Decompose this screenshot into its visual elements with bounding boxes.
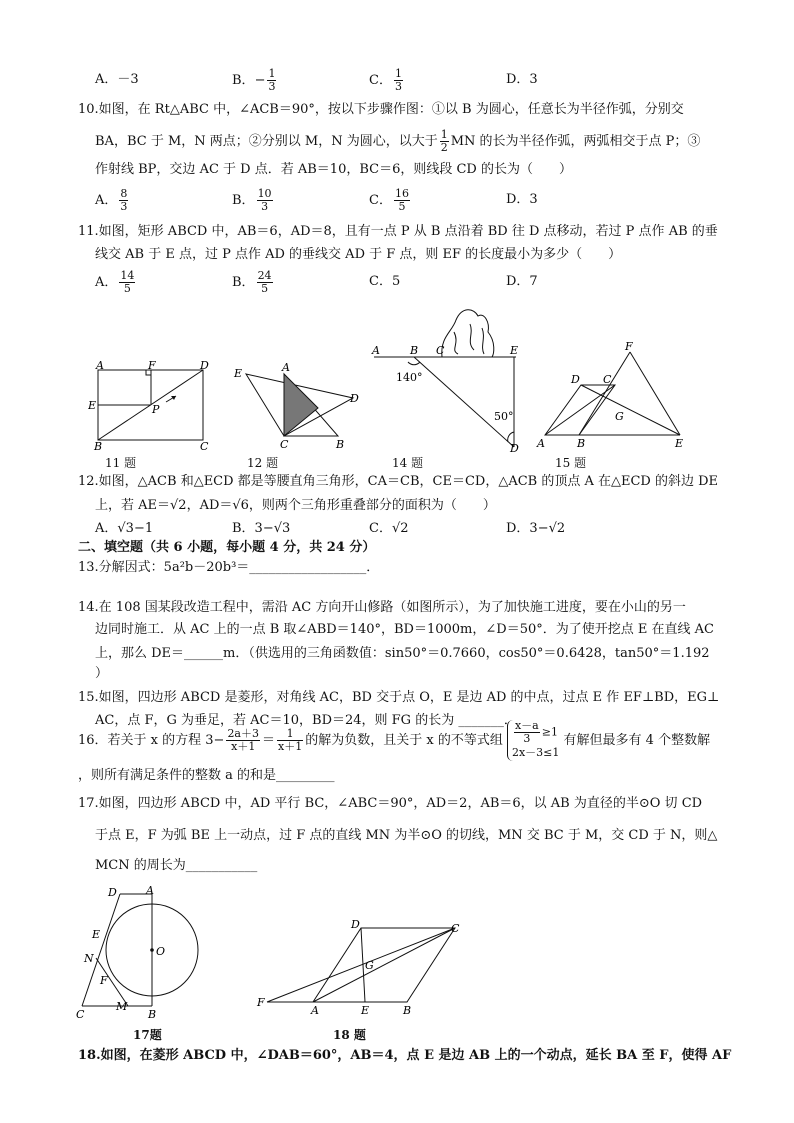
f17-label-o: O [156, 945, 166, 958]
f11-label-f: F [148, 360, 156, 372]
q9-option-d: D．3 [506, 72, 538, 87]
f17-label-d: D [108, 886, 117, 899]
q10-line2: BA，BC 于 M，N 两点；②分别以 M，N 为圆心，以大于 $\frac{1}{2}$ MN 的长为半径作弧，两弧相交于点 P；③ [95, 128, 701, 154]
q16-line1: 16．若关于 x 的方程 3− $\frac{2a+3}{x+1}$ ＝ $\frac{1}{x+1}$ 的解为负数，且关于 x 的不等式组 $\frac{x-a}{3}$ ≥1 2x－3≤1 有解但最多有 4 个整数解 [78, 719, 711, 759]
q12-line2: 上，若 AE＝√2，AD＝√6，则两个三角形重叠部分的面积为（ ） [95, 498, 496, 513]
f11-label-a: A [96, 360, 104, 372]
q15-line1: 15.如图，四边形 ABCD 是菱形，对角线 AC，BD 交于点 O，E 是边 AD 的中点，过点 E 作 EF⊥BD，EG⊥ [78, 690, 720, 705]
q12-options [95, 517, 643, 536]
q9-option-b: B．− $\frac{1}{3}$ [232, 67, 276, 93]
f18-label-f: F [257, 996, 265, 1009]
caption-15: 15 题 [555, 456, 587, 470]
q12-option-a: A．√3−1 [95, 521, 154, 536]
f12-label-c: C [280, 438, 289, 451]
f15-label-e: E [675, 437, 684, 450]
q10-line1: 10.如图，在 Rt△ABC 中，∠ACB＝90°，按以下步骤作图：①以 B 为圆心，任意长为半径作弧，分别交 [78, 102, 684, 117]
f17-label-b: B [148, 1008, 157, 1021]
f18-label-g: G [365, 959, 374, 972]
f14-label-b: B [410, 344, 419, 357]
f15-label-c: C [603, 373, 612, 386]
f15-label-f: F [625, 340, 633, 353]
f12-label-d: D [350, 392, 359, 405]
f11-label-c: C [200, 440, 209, 452]
q12-option-d: D．3−√2 [506, 521, 566, 536]
figure-14 [370, 302, 530, 454]
f12-label-b: B [336, 438, 345, 451]
f11-label-p: P [152, 403, 160, 416]
q12-option-c: C．√2 [369, 521, 409, 536]
caption-17: 17题 [133, 1028, 162, 1042]
f15-label-d: D [571, 373, 580, 386]
f18-label-a: A [311, 1004, 319, 1017]
q11-line1: 11.如图，矩形 ABCD 中，AB＝6，AD＝8，且有一点 P 从 B 点沿着 BD 往 D 点移动，若过 P 点作 AB 的垂 [78, 224, 718, 239]
f17-label-n: N [84, 952, 94, 965]
f12-label-a: A [282, 361, 290, 374]
f11-label-e: E [88, 399, 97, 412]
q10-line3: 作射线 BP，交边 AC 于 D 点．若 AB＝10，BC＝6，则线段 CD 的长为（ ） [95, 162, 572, 177]
f14-label-c: C [436, 344, 445, 357]
q11-option-c: C．5 [369, 274, 401, 289]
f14-angle-50: 50° [494, 410, 514, 423]
f18-label-e: E [361, 1004, 370, 1017]
q16-inequality-system: $\frac{x-a}{3}$ ≥1 2x－3≤1 [507, 720, 559, 761]
f14-angle-140: 140° [396, 371, 423, 384]
figure-18 [255, 916, 470, 1018]
q16-line2: ，则所有满足条件的整数 a 的和是_________ [78, 768, 335, 783]
q10-option-c: C． $\frac{16}{5}$ [369, 187, 409, 213]
f18-label-c: C [451, 922, 460, 935]
f14-label-e: E [510, 344, 519, 357]
f11-label-d: D [200, 360, 209, 372]
q13-line: 13.分解因式：5a²b－20b³＝__________________． [78, 560, 380, 575]
q11-options [95, 270, 643, 295]
q9-options [95, 68, 643, 93]
f11-label-b: B [94, 440, 103, 452]
caption-18: 18 题 [333, 1028, 366, 1042]
section-2-heading: 二、填空题（共 6 小题，每小题 4 分，共 24 分） [78, 540, 376, 555]
q10-option-b: B． $\frac{10}{3}$ [232, 187, 272, 213]
f18-label-d: D [351, 918, 360, 931]
q14-line3: 上，那么 DE＝______m．（供选用的三角函数值：sin50°＝0.7660，cos50°＝0.6428，tan50°＝1.192 [95, 646, 710, 661]
f15-label-b: B [577, 437, 586, 450]
figure-15 [535, 340, 690, 452]
caption-14: 14 题 [392, 456, 424, 470]
q17-line1: 17.如图，四边形 ABCD 中，AD 平行 BC，∠ABC＝90°，AD＝2，AB＝6，以 AB 为直径的半⊙O 切 CD [78, 796, 703, 811]
q9-option-a: A．－3 [95, 72, 139, 87]
figure-12 [228, 360, 363, 452]
q10-option-a: A． $\frac{8}{3}$ [95, 187, 128, 213]
caption-11: 11 题 [105, 456, 137, 470]
q14-line2: 边同时施工．从 AC 上的一点 B 取∠ABD＝140°，BD＝1000m，∠D＝50°．为了使开挖点 E 在直线 AC [95, 622, 714, 637]
q17-line2: 于点 E，F 为弧 BE 上一动点，过 F 点的直线 MN 为半⊙O 的切线，MN 交 BC 于 M，交 CD 于 N，则△ [95, 828, 718, 843]
q14-line1: 14.在 108 国某段改造工程中，需沿 AC 方向开山修路（如图所示），为了加快施工进度，要在小山的另一 [78, 600, 686, 615]
f14-label-d: D [510, 442, 519, 454]
q9-option-c: C． $\frac{1}{3}$ [369, 67, 402, 93]
f17-label-c: C [76, 1008, 85, 1021]
q11-option-a: A． $\frac{14}{5}$ [95, 269, 135, 295]
q11-option-d: D．7 [506, 274, 538, 289]
f17-label-e: E [92, 928, 101, 941]
figure-17 [72, 884, 202, 1022]
q12-line1: 12.如图，△ACB 和△ECD 都是等腰直角三角形，CA＝CB，CE＝CD，△ACB 的顶点 A 在△ECD 的斜边 DE [78, 474, 719, 489]
f17-label-a: A [146, 884, 154, 897]
q11-option-b: B． $\frac{24}{5}$ [232, 269, 272, 295]
q14-line4: ） [95, 666, 109, 681]
f17-label-f: F [100, 974, 108, 987]
q10-option-d: D．3 [506, 192, 538, 207]
q12-option-b: B．3−√3 [232, 521, 291, 536]
q17-line3: MCN 的周长为___________ [95, 858, 258, 873]
f18-label-b: B [403, 1004, 412, 1017]
f15-label-g: G [615, 410, 624, 423]
figure-11 [88, 360, 213, 452]
f14-label-a: A [372, 344, 380, 357]
f12-label-e: E [234, 367, 243, 380]
q10-options [95, 188, 643, 213]
q11-line2: 线交 AB 于 E 点，过 P 点作 AD 的垂线交 AD 于 F 点，则 EF 的长度最小为多少（ ） [95, 247, 622, 262]
q15-line2: AC，点 F，G 为垂足，若 AC＝10，BD＝24，则 FG 的长为 _______． [95, 713, 517, 728]
f17-label-m: M [116, 1000, 128, 1013]
q18-line1: 18.如图，在菱形 ABCD 中，∠DAB＝60°，AB＝4，点 E 是边 AB 上的一个动点，延长 BA 至 F，使得 AF [78, 1048, 732, 1063]
caption-12: 12 题 [247, 456, 279, 470]
f15-label-a: A [537, 437, 545, 450]
